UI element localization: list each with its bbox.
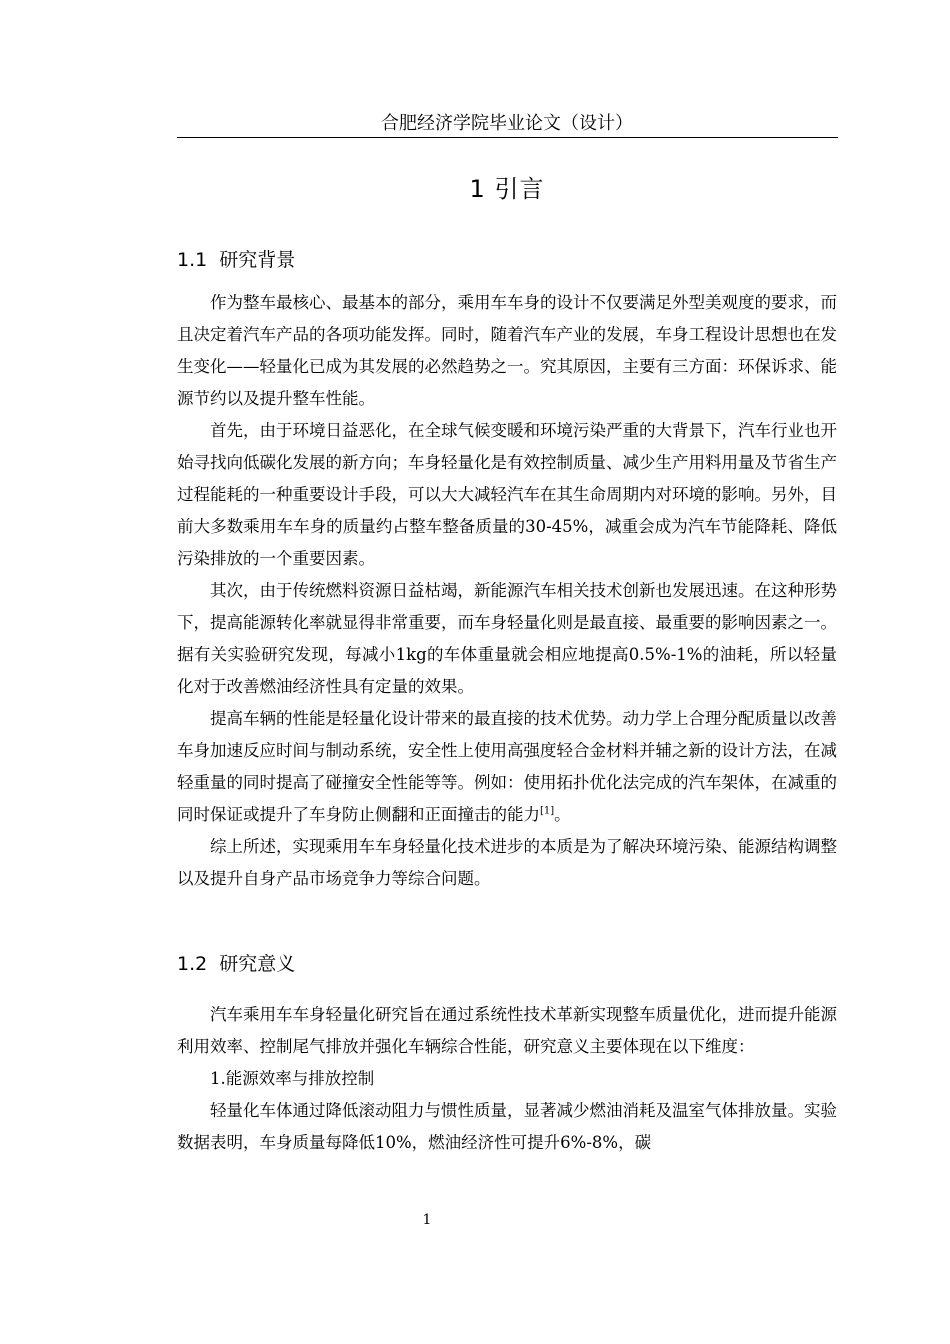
section-number: 1.1 [177, 249, 208, 271]
paragraph-text: 提高车辆的性能是轻量化设计带来的最直接的技术优势。动力学上合理分配质量以改善车身加速反应时间与制动系统，安全性上使用高强度轻合金材料并辅之新的设计方法，在减轻重量的同时提高了碰撞安全性能等等。例如：使用拓扑优化法完成的汽车架体，在减重的同时保证或提升了车身防止侧翻和正面撞击的能力 [177, 709, 837, 824]
chapter-title: 1 引言 [469, 175, 545, 203]
section-heading-background [177, 246, 837, 274]
page-number: 1 [422, 1212, 432, 1228]
section-title: 研究背景 [219, 249, 296, 271]
subsection-label: 1.能源效率与排放控制 [210, 1069, 375, 1088]
header-rule [177, 137, 838, 138]
section-number: 1.2 [177, 953, 208, 975]
paragraph-with-citation [177, 703, 837, 831]
paragraph-tail: 。 [554, 805, 571, 824]
section-title: 研究意义 [219, 953, 296, 975]
section-body-significance [177, 999, 837, 1159]
paragraph: 综上所述，实现乘用车车身轻量化技术进步的本质是为了解决环境污染、能源结构调整以及提升自身产品市场竞争力等综合问题。 [177, 837, 837, 888]
section-body-background [177, 287, 837, 895]
citation-marker: [1] [540, 805, 555, 817]
paragraph: 作为整车最核心、最基本的部分，乘用车车身的设计不仅要满足外型美观度的要求，而且决定着汽车产品的各项功能发挥。同时，随着汽车产业的发展，车身工程设计思想也在发生变化——轻量化已成为其发展的必然趋势之一。究其原因，主要有三方面：环保诉求、能源节约以及提升整车性能。 [177, 293, 837, 408]
paragraph: 轻量化车体通过降低滚动阻力与惯性质量，显著减少燃油消耗及温室气体排放量。实验数据表明，车身质量每降低10%，燃油经济性可提升6%-8%，碳 [177, 1101, 837, 1152]
section-heading-significance [177, 950, 837, 978]
paragraph: 首先，由于环境日益恶化，在全球气候变暖和环境污染严重的大背景下，汽车行业也开始寻找向低碳化发展的新方向；车身轻量化是有效控制质量、减少生产用料用量及节省生产过程能耗的一种重要设计手段，可以大大减轻汽车在其生命周期内对环境的影响。另外，目前大多数乘用车车身的质量约占整车整备质量的30-45%，减重会成为汽车节能降耗、降低污染排放的一个重要因素。 [177, 421, 837, 568]
running-header: 合肥经济学院毕业论文（设计） [381, 113, 633, 134]
paragraph: 其次，由于传统燃料资源日益枯竭，新能源汽车相关技术创新也发展迅速。在这种形势下，提高能源转化率就显得非常重要，而车身轻量化则是最直接、最重要的影响因素之一。据有关实验研究发现，每减小1kg的车体重量就会相应地提高0.5%-1%的油耗，所以轻量化对于改善燃油经济性具有定量的效果。 [177, 581, 837, 696]
paragraph: 汽车乘用车车身轻量化研究旨在通过系统性技术革新实现整车质量优化，进而提升能源利用效率、控制尾气排放并强化车辆综合性能，研究意义主要体现在以下维度： [177, 1005, 837, 1056]
